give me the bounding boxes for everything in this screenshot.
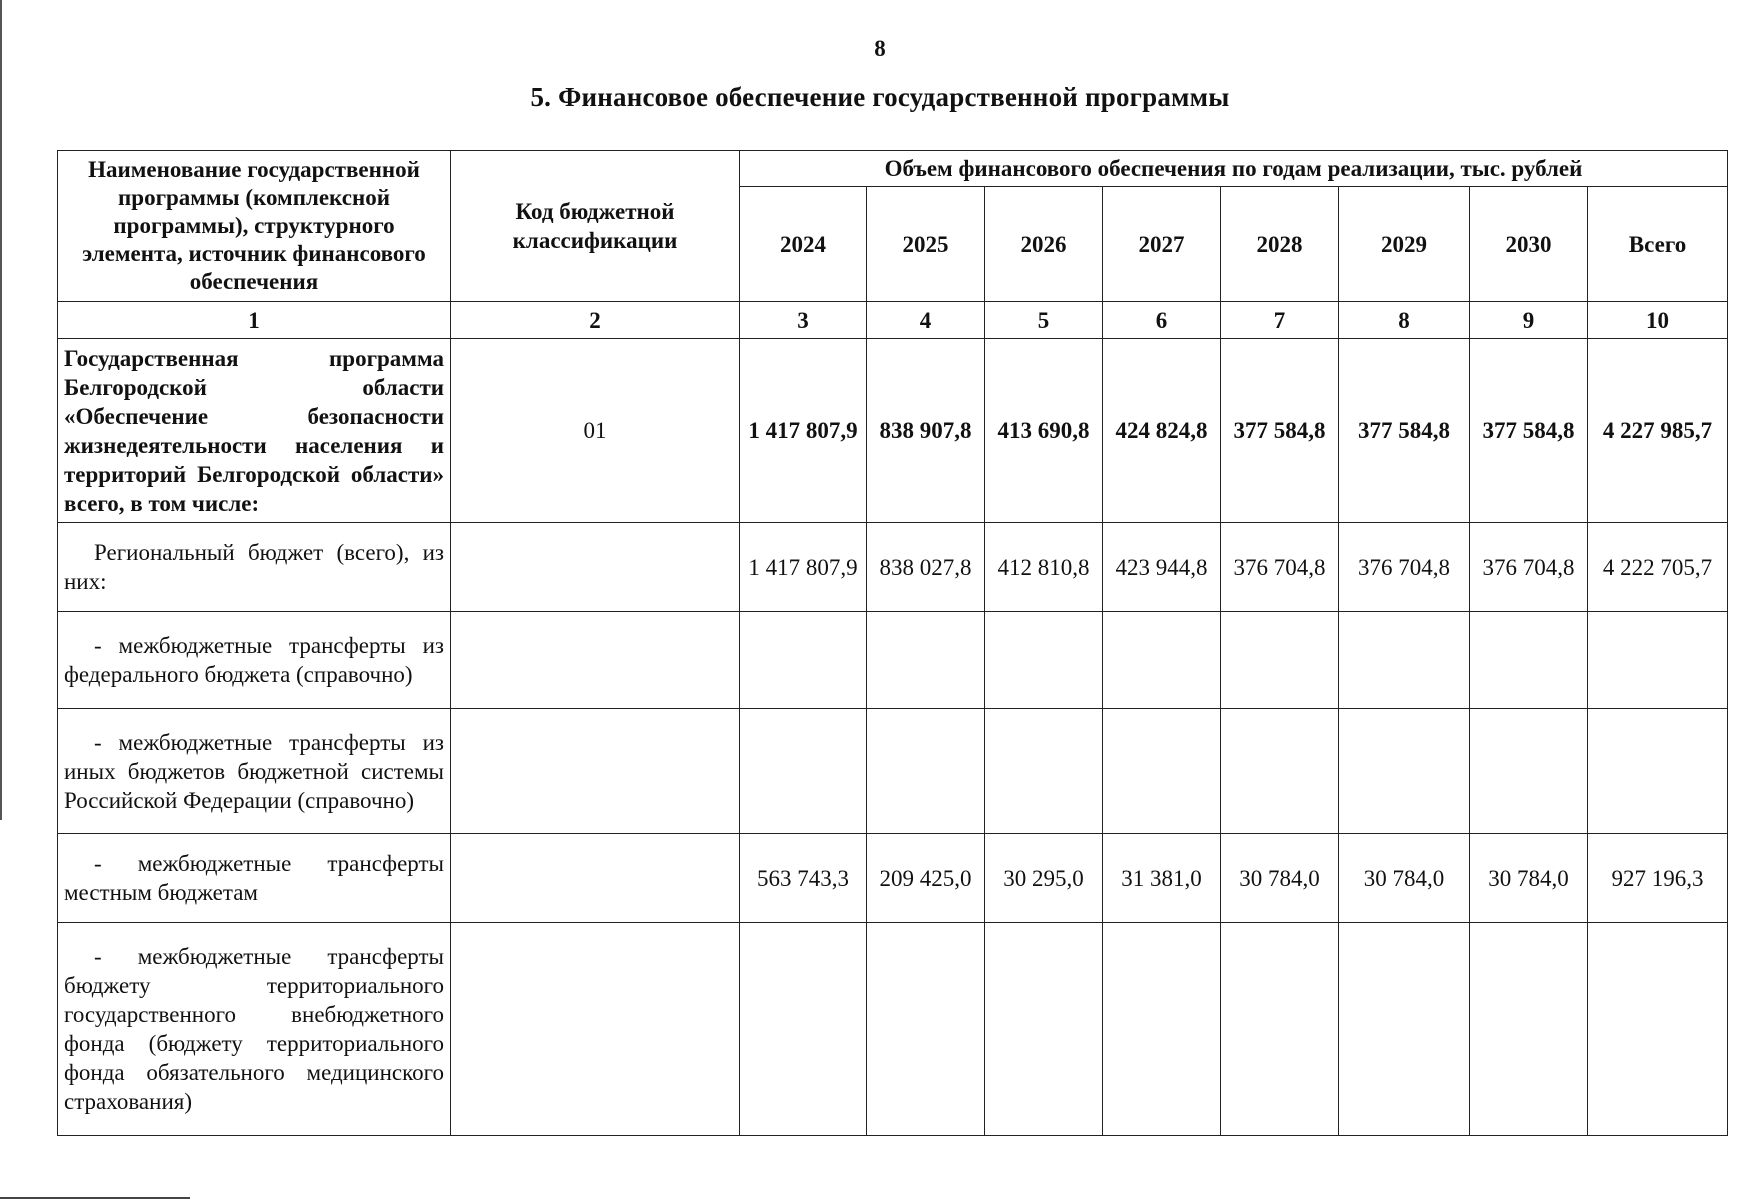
row-value: [985, 709, 1103, 834]
table-row-federal-transfers: [58, 612, 1728, 709]
table-row-program-total: [58, 339, 1728, 523]
row-value: 377 584,8: [1470, 339, 1588, 523]
row-name: - межбюджетные трансферты из федерального бюджета (справочно): [58, 612, 451, 709]
row-code: [451, 923, 740, 1136]
header-code: Код бюджетной классификации: [451, 151, 740, 302]
row-value: [1470, 923, 1588, 1136]
row-code: [451, 834, 740, 923]
header-year: 2027: [1103, 187, 1221, 302]
column-number: 2: [451, 302, 740, 339]
row-code: [451, 612, 740, 709]
row-value: 30 295,0: [985, 834, 1103, 923]
row-name: - межбюджетные трансферты из иных бюджетов бюджетной системы Российской Федерации (справочно): [58, 709, 451, 834]
row-value: 4 227 985,7: [1588, 339, 1728, 523]
row-value: 30 784,0: [1470, 834, 1588, 923]
page-number: 8: [874, 36, 886, 61]
row-value: 412 810,8: [985, 523, 1103, 612]
row-value: [1221, 709, 1339, 834]
header-year: 2026: [985, 187, 1103, 302]
row-value: [740, 709, 867, 834]
header-row: [58, 151, 1728, 187]
column-number: 5: [985, 302, 1103, 339]
row-value: [1588, 923, 1728, 1136]
column-number-row: [58, 302, 1728, 339]
column-number: 9: [1470, 302, 1588, 339]
page-edge-line: [0, 0, 2, 820]
header-name: Наименование государственной программы (комплексной программы), структурного элемента, источник финансового обеспечения: [58, 151, 451, 302]
row-value: 377 584,8: [1221, 339, 1339, 523]
row-value: [985, 612, 1103, 709]
row-value: 209 425,0: [867, 834, 985, 923]
row-value: 413 690,8: [985, 339, 1103, 523]
row-value: [1103, 709, 1221, 834]
row-code: 01: [451, 339, 740, 523]
row-value: 423 944,8: [1103, 523, 1221, 612]
row-value: 1 417 807,9: [740, 523, 867, 612]
row-value: [867, 923, 985, 1136]
table-row-regional-budget: [58, 523, 1728, 612]
row-value: [1470, 612, 1588, 709]
row-value: [1588, 709, 1728, 834]
row-code: [451, 709, 740, 834]
row-value: [1339, 923, 1470, 1136]
column-number: 7: [1221, 302, 1339, 339]
column-number: 10: [1588, 302, 1728, 339]
header-volume: Объем финансового обеспечения по годам реализации, тыс. рублей: [740, 151, 1728, 187]
row-value: 927 196,3: [1588, 834, 1728, 923]
column-number: 1: [58, 302, 451, 339]
row-value: 30 784,0: [1339, 834, 1470, 923]
row-value: [740, 612, 867, 709]
column-number: 4: [867, 302, 985, 339]
row-value: 30 784,0: [1221, 834, 1339, 923]
row-value: [1221, 923, 1339, 1136]
row-value: [1103, 612, 1221, 709]
row-value: [867, 709, 985, 834]
column-number: 8: [1339, 302, 1470, 339]
row-value: 1 417 807,9: [740, 339, 867, 523]
row-value: 4 222 705,7: [1588, 523, 1728, 612]
row-value: [1339, 612, 1470, 709]
row-value: 377 584,8: [1339, 339, 1470, 523]
row-name: Государственная программа Белгородской области «Обеспечение безопасности жизнедеятельности населения и территорий Белгородской области» всего, в том числе:: [58, 339, 451, 523]
table-row-local-transfers: [58, 834, 1728, 923]
row-value: 424 824,8: [1103, 339, 1221, 523]
header-year: 2024: [740, 187, 867, 302]
header-year: 2025: [867, 187, 985, 302]
row-value: [1588, 612, 1728, 709]
table-row-other-transfers: [58, 709, 1728, 834]
header-year: 2030: [1470, 187, 1588, 302]
table-row-fund-transfers: [58, 923, 1728, 1136]
section-title: 5. Финансовое обеспечение государственной программы: [530, 82, 1230, 112]
row-name: - межбюджетные трансферты бюджету территориального государственного внебюджетного фонда (бюджету территориального фонда обязательного медицинского страхования): [58, 923, 451, 1136]
header-year: 2028: [1221, 187, 1339, 302]
row-value: 563 743,3: [740, 834, 867, 923]
row-value: 838 907,8: [867, 339, 985, 523]
header-year: 2029: [1339, 187, 1470, 302]
footnote-rule: [0, 1197, 190, 1199]
row-value: 376 704,8: [1221, 523, 1339, 612]
row-name: Региональный бюджет (всего), из них:: [58, 523, 451, 612]
row-value: [985, 923, 1103, 1136]
financing-table: [57, 150, 1728, 1136]
row-value: [1221, 612, 1339, 709]
row-value: 838 027,8: [867, 523, 985, 612]
row-value: 376 704,8: [1339, 523, 1470, 612]
column-number: 6: [1103, 302, 1221, 339]
row-value: [867, 612, 985, 709]
row-name: - межбюджетные трансферты местным бюджетам: [58, 834, 451, 923]
row-value: [1470, 709, 1588, 834]
row-value: 31 381,0: [1103, 834, 1221, 923]
row-value: [1339, 709, 1470, 834]
column-number: 3: [740, 302, 867, 339]
row-value: [1103, 923, 1221, 1136]
row-value: 376 704,8: [1470, 523, 1588, 612]
row-code: [451, 523, 740, 612]
header-total: Всего: [1588, 187, 1728, 302]
row-value: [740, 923, 867, 1136]
